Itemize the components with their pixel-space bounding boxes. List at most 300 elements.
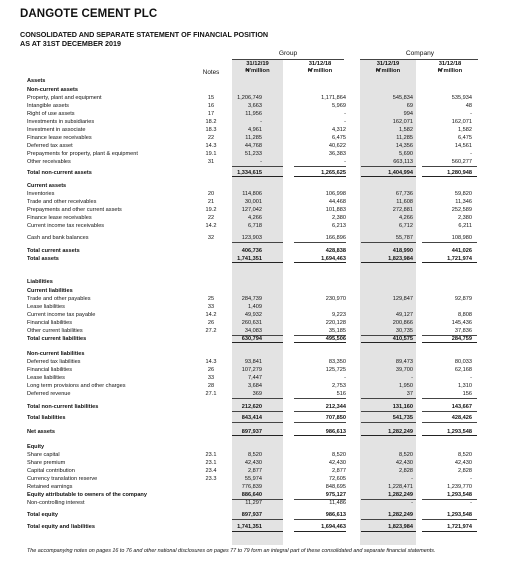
row-note: 28	[207, 383, 215, 389]
row-label: Retained earnings	[27, 484, 73, 490]
table-row	[0, 102, 526, 110]
row-value-c4: 108,980	[451, 235, 472, 241]
row-note: 26	[207, 367, 215, 373]
table-row	[0, 126, 526, 134]
row-value-c2: 212,344	[325, 404, 346, 410]
row-value-c3: 162,071	[392, 119, 413, 125]
row-value-c1: 11,297	[245, 500, 262, 506]
row-note: 26	[207, 320, 215, 326]
row-value-c3: 129,847	[392, 296, 413, 302]
row-value-c3: -	[411, 476, 413, 482]
row-value-c1: 30,001	[244, 199, 262, 205]
row-value-c1: 123,903	[241, 235, 262, 241]
table-row	[0, 319, 526, 327]
row-value-c1: 284,739	[241, 296, 262, 302]
row-note: 27.1	[205, 391, 217, 397]
row-note: 31	[207, 159, 215, 165]
row-value-c4: 162,071	[451, 119, 472, 125]
table-row	[0, 142, 526, 150]
table-row	[0, 158, 526, 166]
row-value-c4: 1,293,548	[447, 429, 472, 435]
row-value-c4: 59,820	[454, 191, 472, 197]
table-row	[0, 110, 526, 118]
row-value-c4: 48	[465, 103, 472, 109]
table-row	[0, 206, 526, 214]
row-label: Intangible assets	[27, 103, 69, 109]
row-label: Total current assets	[27, 248, 80, 254]
row-value-c4: 92,879	[454, 296, 472, 302]
table-row	[0, 499, 526, 507]
row-value-c2: 1,694,463	[321, 524, 346, 530]
row-value-c2: 4,312	[332, 127, 346, 133]
row-label: Deferred tax liabilities	[27, 359, 81, 365]
col-company-2018-unit: ₦'million	[437, 68, 463, 74]
total-rule	[232, 435, 283, 436]
row-value-c4: 1,582	[458, 127, 472, 133]
row-label: Non-current liabilities	[27, 351, 85, 357]
total-rule	[232, 398, 283, 399]
total-rule	[232, 422, 283, 423]
row-value-c1: 7,447	[248, 375, 262, 381]
total-rule	[361, 342, 416, 343]
row-value-c2: 220,128	[325, 320, 346, 326]
col-group-2019-date: 31/12/19	[246, 61, 269, 67]
row-value-c2: 2,753	[332, 383, 346, 389]
row-value-c2: 707,850	[325, 415, 346, 421]
row-label: Total liabilities	[27, 415, 66, 421]
table-row	[0, 214, 526, 222]
row-value-c4: -	[470, 476, 472, 482]
row-value-c3: 67,736	[395, 191, 413, 197]
row-value-c3: 545,834	[392, 95, 413, 101]
total-rule	[422, 262, 477, 263]
total-rule	[422, 411, 477, 412]
row-value-c4: 252,589	[451, 207, 472, 213]
table-row	[0, 222, 526, 230]
row-value-c2: 72,605	[328, 476, 346, 482]
row-value-c4: 6,475	[458, 135, 472, 141]
row-value-c4: 1,721,974	[447, 524, 472, 530]
row-value-c3: -	[411, 500, 413, 506]
row-value-c3: 1,950	[399, 383, 413, 389]
row-value-c2: 101,883	[325, 207, 346, 213]
row-label: Investment in associate	[27, 127, 86, 133]
row-value-c3: 2,828	[399, 468, 413, 474]
row-value-c1: -	[260, 159, 262, 165]
row-value-c2: 848,695	[325, 484, 346, 490]
row-label: Total equity	[27, 512, 58, 518]
row-value-c2: 516	[336, 391, 346, 397]
row-value-c2: 428,838	[325, 248, 346, 254]
total-rule	[361, 166, 416, 167]
col-group-2018-date: 31/12/18	[308, 61, 332, 67]
row-label: Finance lease receivables	[27, 135, 92, 141]
row-value-c2: 9,223	[332, 312, 346, 318]
row-value-c1: 886,640	[241, 492, 262, 498]
row-note: 18.3	[205, 127, 217, 133]
row-label: Inventories	[27, 191, 55, 197]
total-rule	[232, 342, 283, 343]
table-row	[0, 327, 526, 335]
row-value-c2: 83,350	[328, 359, 346, 365]
row-note: 14.2	[205, 312, 217, 318]
row-value-c3: 55,787	[395, 235, 413, 241]
total-rule	[294, 531, 346, 532]
total-rule	[422, 242, 477, 243]
row-value-c2: 36,383	[328, 151, 346, 157]
row-value-c1: 1,741,351	[237, 524, 262, 530]
row-value-c3: 11,285	[396, 135, 413, 141]
row-value-c4: 1,721,974	[447, 256, 472, 262]
statement-title: CONSOLIDATED AND SEPARATE STATEMENT OF FINANCIAL POSITION	[20, 30, 269, 39]
row-label: Current liabilities	[27, 288, 73, 294]
row-value-c1: 2,877	[248, 468, 262, 474]
total-rule	[361, 262, 416, 263]
row-value-c3: 131,160	[392, 404, 413, 410]
row-label: Prepayments for property, plant & equipment	[27, 151, 138, 157]
total-rule	[422, 176, 477, 177]
row-value-c4: 42,430	[454, 460, 472, 466]
row-value-c1: 51,233	[244, 151, 262, 157]
row-value-c1: 897,937	[241, 512, 262, 518]
row-note: 33	[207, 304, 215, 310]
row-value-c3: 37	[406, 391, 413, 397]
row-note: 33	[207, 375, 215, 381]
row-value-c4: 1,293,548	[447, 512, 472, 518]
row-value-c1: 8,520	[248, 452, 262, 458]
table-row	[0, 247, 526, 255]
row-value-c1: 11,956	[245, 111, 262, 117]
row-value-c3: 1,823,984	[388, 256, 413, 262]
total-rule	[294, 166, 346, 167]
row-value-c4: 80,033	[454, 359, 472, 365]
row-value-c1: 212,620	[241, 404, 262, 410]
total-rule	[422, 342, 477, 343]
row-value-c3: 541,735	[392, 415, 413, 421]
notes-header: Notes	[202, 69, 220, 76]
row-note: 27.2	[205, 328, 217, 334]
row-label: Current income tax receivables	[27, 223, 105, 229]
row-label: Trade and other receivables	[27, 199, 97, 205]
total-rule	[422, 422, 477, 423]
row-label: Net assets	[27, 429, 55, 435]
row-value-c1: 260,631	[241, 320, 262, 326]
row-label: Other current liabilities	[27, 328, 83, 334]
row-label: Long term provisions and other charges	[27, 383, 126, 389]
row-note: 23.1	[205, 460, 217, 466]
total-rule	[232, 411, 283, 412]
row-value-c2: 986,613	[325, 512, 346, 518]
total-rule	[361, 422, 416, 423]
col-group-2018-header	[293, 61, 347, 75]
total-rule	[422, 519, 477, 520]
row-value-c1: 127,042	[241, 207, 262, 213]
footnote: The accompanying notes on pages 16 to 76 and other national disclosures on pages 77 to 79 form an integral part of these consolidated and separate financial statements.	[27, 548, 436, 554]
total-rule	[422, 166, 477, 167]
table-row	[0, 483, 526, 491]
row-value-c2: 1,265,625	[321, 170, 346, 176]
row-value-c4: 62,168	[454, 367, 472, 373]
row-note: 14.3	[205, 143, 217, 149]
row-value-c4: 143,667	[451, 404, 472, 410]
row-value-c1: 114,806	[242, 191, 262, 197]
total-rule	[361, 519, 416, 520]
row-label: Lease liabilities	[27, 304, 65, 310]
company-name: DANGOTE CEMENT PLC	[20, 8, 158, 20]
table-row	[0, 86, 526, 94]
row-label: Equity attributable to owners of the company	[27, 492, 147, 498]
row-value-c4: 1,280,948	[447, 170, 472, 176]
row-value-c2: 2,380	[332, 215, 346, 221]
total-rule	[294, 519, 346, 520]
row-value-c3: 663,113	[393, 159, 413, 165]
table-row	[0, 118, 526, 126]
row-value-c3: 6,712	[399, 223, 413, 229]
row-note: 20	[207, 191, 215, 197]
row-label: Total assets	[27, 256, 59, 262]
row-value-c2: 6,475	[332, 135, 346, 141]
total-rule	[361, 531, 416, 532]
row-value-c1: 897,937	[241, 429, 262, 435]
total-rule	[294, 262, 346, 263]
row-value-c3: 69	[406, 103, 413, 109]
row-value-c2: 5,969	[332, 103, 346, 109]
row-label: Total non-current assets	[27, 170, 92, 176]
row-value-c3: 410,575	[392, 336, 413, 342]
row-value-c4: 6,211	[458, 223, 472, 229]
total-rule	[361, 435, 416, 436]
table-row	[0, 295, 526, 303]
table-row	[0, 311, 526, 319]
row-label: Liabilities	[27, 279, 53, 285]
row-value-c1: 55,974	[244, 476, 262, 482]
row-value-c1: 49,932	[244, 312, 262, 318]
row-label: Deferred revenue	[27, 391, 71, 397]
table-row	[0, 414, 526, 422]
table-row	[0, 475, 526, 483]
row-value-c2: 6,213	[332, 223, 346, 229]
row-value-c4: 8,808	[458, 312, 472, 318]
row-value-c3: 1,282,249	[388, 492, 413, 498]
row-value-c2: -	[344, 111, 346, 117]
row-value-c3: 49,127	[395, 312, 413, 318]
row-label: Total non-current liabilities	[27, 404, 99, 410]
row-label: Trade and other payables	[27, 296, 91, 302]
row-value-c1: -	[260, 119, 262, 125]
row-note: 22	[207, 215, 215, 221]
total-rule	[422, 398, 477, 399]
table-row	[0, 443, 526, 451]
row-label: Currency translation reserve	[27, 476, 98, 482]
row-value-c3: 1,282,249	[388, 512, 413, 518]
row-value-c2: 1,694,463	[321, 256, 346, 262]
table-row	[0, 198, 526, 206]
total-rule	[232, 531, 283, 532]
row-value-c4: 428,426	[451, 415, 472, 421]
row-value-c4: -	[470, 500, 472, 506]
col-company-2018-header	[422, 61, 478, 75]
row-label: Financial liabilities	[27, 367, 73, 373]
table-row	[0, 511, 526, 519]
row-note: 22	[207, 135, 215, 141]
row-label: Property, plant and equipment	[27, 95, 102, 101]
table-row	[0, 150, 526, 158]
row-value-c3: 1,823,984	[388, 524, 413, 530]
row-note: 17	[207, 111, 215, 117]
total-rule	[422, 435, 477, 436]
row-value-c2: -	[344, 119, 346, 125]
row-value-c2: 495,506	[325, 336, 346, 342]
row-value-c1: 4,961	[248, 127, 262, 133]
row-note: 25	[207, 296, 215, 302]
total-rule	[294, 411, 346, 412]
row-note: 15	[207, 95, 215, 101]
row-value-c2: 42,430	[328, 460, 346, 466]
row-label: Total equity and liabilities	[27, 524, 95, 530]
table-row	[0, 366, 526, 374]
row-value-c3: 8,520	[399, 452, 413, 458]
total-rule	[294, 342, 346, 343]
row-value-c4: 14,561	[454, 143, 472, 149]
row-value-c3: 5,690	[399, 151, 413, 157]
col-group-2019-unit: ₦'million	[245, 68, 270, 74]
total-rule	[232, 166, 283, 167]
row-value-c1: 3,684	[248, 383, 262, 389]
row-label: Total current liabilities	[27, 336, 87, 342]
row-value-c4: 8,520	[458, 452, 472, 458]
company-label: Company	[405, 50, 435, 57]
total-rule	[294, 242, 346, 243]
row-value-c3: -	[411, 375, 413, 381]
total-rule	[361, 176, 416, 177]
row-label: Current income tax payable	[27, 312, 96, 318]
row-label: Other receivables	[27, 159, 71, 165]
total-rule	[232, 242, 283, 243]
row-value-c3: 200,866	[392, 320, 413, 326]
col-company-2019-unit: ₦'million	[375, 68, 401, 74]
row-value-c4: 145,436	[451, 320, 472, 326]
row-value-c3: 1,228,471	[388, 484, 413, 490]
table-row	[0, 278, 526, 286]
row-label: Cash and bank balances	[27, 235, 89, 241]
row-value-c2: 1,171,864	[321, 95, 346, 101]
table-row	[0, 234, 526, 242]
row-note: 32	[207, 235, 215, 241]
total-rule	[294, 422, 346, 423]
row-label: Financial liabilities	[27, 320, 73, 326]
row-value-c1: 843,414	[241, 415, 262, 421]
row-value-c3: 89,473	[395, 359, 413, 365]
row-value-c1: 42,430	[244, 460, 262, 466]
table-row	[0, 523, 526, 531]
row-value-c3: 994	[403, 111, 413, 117]
row-label: Assets	[27, 78, 46, 84]
total-rule	[294, 435, 346, 436]
table-row	[0, 287, 526, 295]
row-value-c4: 441,026	[451, 248, 472, 254]
row-label: Investments in subsidiaries	[27, 119, 95, 125]
row-value-c3: 1,404,994	[388, 170, 413, 176]
total-rule	[422, 531, 477, 532]
row-value-c4: 2,828	[458, 468, 472, 474]
table-row	[0, 491, 526, 499]
row-value-c3: 418,990	[392, 248, 413, 254]
row-note: 16	[207, 103, 215, 109]
row-value-c3: 4,266	[399, 215, 413, 221]
row-value-c1: 1,409	[248, 304, 262, 310]
row-value-c2: 125,725	[325, 367, 346, 373]
table-row	[0, 94, 526, 102]
row-note: 21	[207, 199, 215, 205]
table-row	[0, 190, 526, 198]
row-value-c2: 166,896	[325, 235, 346, 241]
row-value-c1: 93,841	[244, 359, 262, 365]
row-value-c2: 106,998	[325, 191, 346, 197]
row-note: 14.2	[205, 223, 217, 229]
row-label: Current assets	[27, 183, 67, 189]
table-row	[0, 451, 526, 459]
row-value-c3: 30,735	[395, 328, 413, 334]
row-value-c4: -	[470, 111, 472, 117]
row-value-c2: 2,877	[332, 468, 346, 474]
row-label: Prepayments and other current assets	[27, 207, 122, 213]
row-label: Non-controlling interest	[27, 500, 85, 506]
row-value-c1: 630,794	[241, 336, 262, 342]
row-value-c2: 40,622	[328, 143, 346, 149]
row-value-c4: 1,293,548	[447, 492, 472, 498]
col-company-2018-date: 31/12/18	[438, 61, 462, 67]
row-note: 18.2	[205, 119, 217, 125]
total-rule	[361, 411, 416, 412]
table-row	[0, 459, 526, 467]
table-row	[0, 182, 526, 190]
row-value-c4: 284,759	[451, 336, 472, 342]
row-value-c2: -	[344, 375, 346, 381]
row-value-c1: 406,736	[241, 248, 262, 254]
row-value-c2: 44,468	[328, 199, 346, 205]
row-value-c3: 39,700	[395, 367, 413, 373]
row-label: Finance lease receivables	[27, 215, 92, 221]
row-value-c4: 11,346	[455, 199, 472, 205]
row-value-c2: 11,486	[329, 500, 346, 506]
row-note: 23.3	[205, 476, 217, 482]
col-group-2018-unit: ₦'million	[307, 68, 333, 74]
row-label: Share capital	[27, 452, 60, 458]
row-value-c3: 272,881	[392, 207, 413, 213]
row-note: 19.2	[205, 207, 217, 213]
group-label: Group	[278, 50, 298, 57]
row-value-c1: 4,266	[248, 215, 262, 221]
row-value-c1: 1,206,749	[237, 95, 262, 101]
row-value-c1: 6,718	[248, 223, 262, 229]
statement-date: AS AT 31ST DECEMBER 2019	[20, 39, 122, 48]
col-company-2019-header	[360, 61, 416, 75]
row-value-c2: 975,127	[325, 492, 346, 498]
row-value-c4: 1,310	[458, 383, 472, 389]
row-value-c2: 35,185	[328, 328, 346, 334]
table-row	[0, 382, 526, 390]
row-value-c4: 560,277	[451, 159, 472, 165]
row-label: Right of use assets	[27, 111, 75, 117]
row-value-c2: 8,520	[332, 452, 346, 458]
total-rule	[294, 176, 346, 177]
row-label: Capital contribution	[27, 468, 75, 474]
col-company-2019-date: 31/12/19	[376, 61, 400, 67]
total-rule	[294, 398, 346, 399]
table-row	[0, 374, 526, 382]
row-value-c3: 11,608	[396, 199, 413, 205]
total-rule	[361, 242, 416, 243]
